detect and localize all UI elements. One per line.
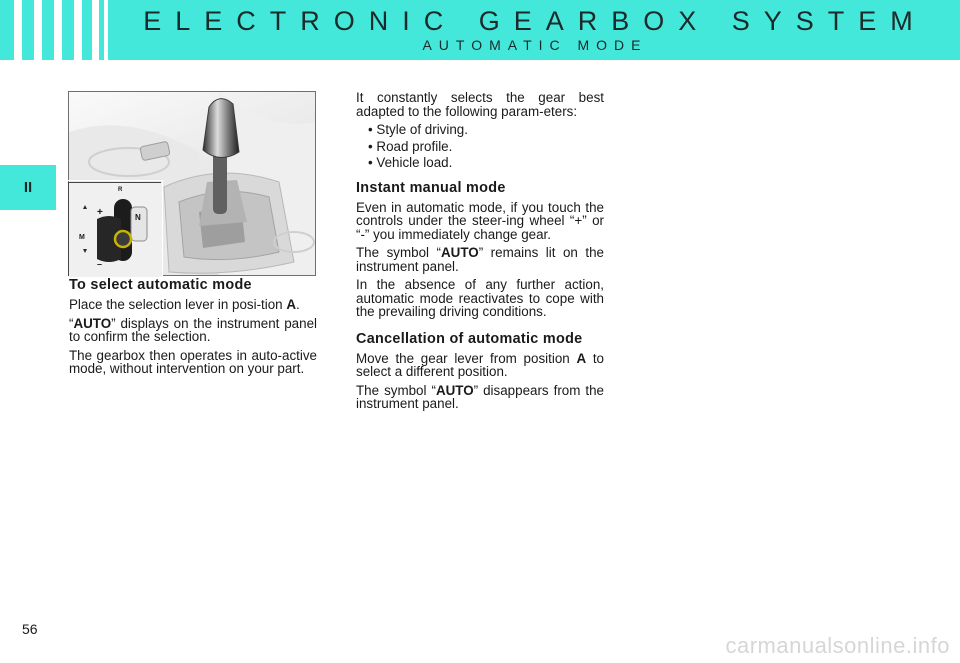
page-title: ELECTRONIC GEARBOX SYSTEM — [143, 6, 927, 36]
header-stripe — [104, 0, 108, 60]
page-header-band — [0, 0, 960, 60]
select-auto-paragraph-3: The gearbox then operates in auto-active mode, without intervention on your part. — [69, 347, 317, 376]
cancel-paragraph-2: The symbol “AUTO” disappears from the instrument panel. — [356, 382, 605, 411]
select-auto-paragraph-2: “AUTO” displays on the instrument panel to confirm the selection. — [69, 315, 317, 344]
left-text-column — [69, 278, 317, 381]
gear-gate-diagram — [69, 183, 162, 277]
instant-paragraph-2: The symbol “AUTO” remains lit on the instrument panel. — [356, 245, 605, 274]
header-stripe — [92, 0, 99, 60]
cancel-paragraph-1: Move the gear lever from position A to select a different position. — [356, 350, 604, 379]
instant-manual-heading: Instant manual mode — [356, 179, 506, 196]
page-number: 56 — [22, 621, 38, 637]
bullet-item: • Vehicle load. — [368, 155, 453, 170]
header-stripe — [74, 0, 82, 60]
right-text-column — [356, 91, 604, 416]
page-subtitle: AUTOMATIC MODE — [422, 37, 648, 53]
gear-gate-inset — [68, 182, 161, 276]
chapter-tab: II — [0, 165, 56, 210]
gate-label-minus: – — [97, 259, 103, 269]
header-stripe — [14, 0, 22, 60]
select-auto-heading: To select automatic mode — [69, 277, 252, 293]
instant-paragraph-1: Even in automatic mode, if you touch the controls under the steer-ing wheel “+” or “-” you immediately change gear. — [356, 199, 604, 242]
header-stripe — [54, 0, 62, 60]
instant-paragraph-3: In the absence of any further action, automatic mode reactivates to cope with the prevailing driving conditions. — [356, 277, 604, 319]
header-stripe — [34, 0, 42, 60]
gate-label-plus: + — [97, 207, 103, 218]
bullet-item: • Road profile. — [368, 138, 453, 154]
cancellation-heading: Cancellation of automatic mode — [356, 330, 583, 347]
gate-label-r: R — [118, 187, 123, 193]
gate-label-m: M — [79, 234, 85, 241]
select-auto-paragraph-1: Place the selection lever in posi-tion A. — [69, 297, 300, 312]
bullet-item: • Style of driving. — [368, 122, 468, 137]
gate-label-a: A — [121, 251, 127, 258]
intro-paragraph: It constantly selects the gear best adapted to the following param-eters: — [356, 90, 604, 119]
watermark: carmanualsonline.info — [725, 633, 950, 658]
gate-label-n: N — [135, 213, 141, 222]
